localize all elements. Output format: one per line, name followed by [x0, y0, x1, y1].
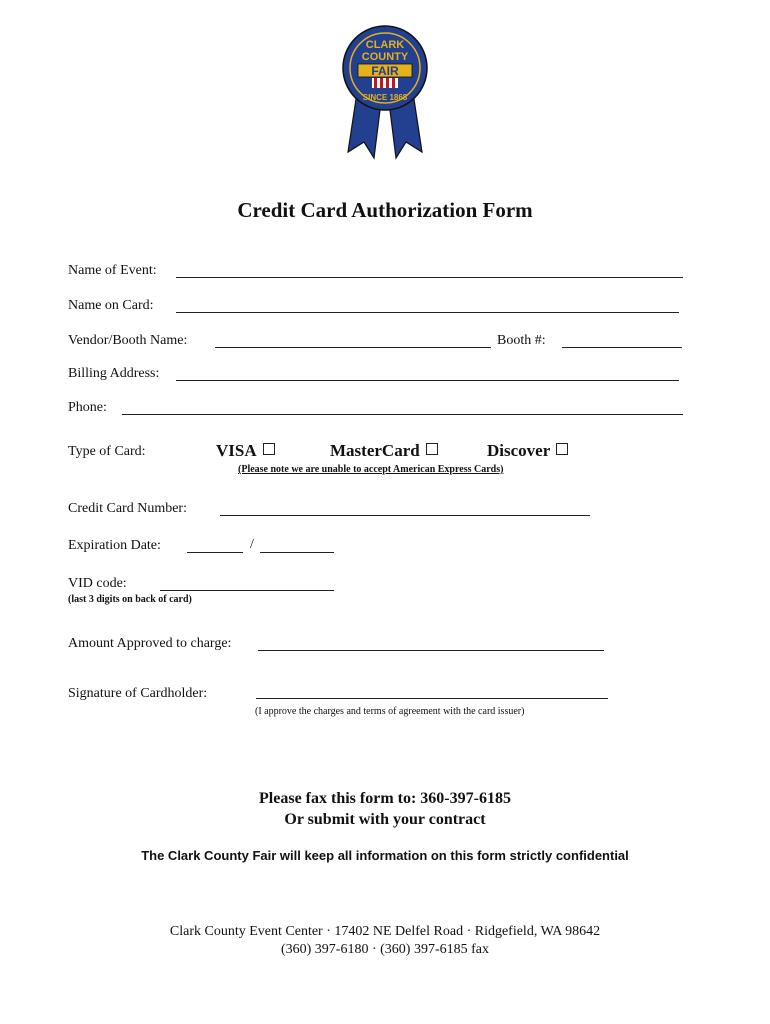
discover-checkbox[interactable]	[556, 443, 568, 455]
phone-label: Phone:	[68, 400, 107, 415]
amount-label: Amount Approved to charge:	[68, 636, 232, 651]
logo-line-county: COUNTY	[361, 51, 409, 63]
phone-line[interactable]	[122, 414, 683, 415]
fax-instruction: Please fax this form to: 360-397-6185	[259, 790, 511, 807]
amex-note: (Please note we are unable to accept American Express Cards)	[238, 464, 504, 475]
vendor-booth-line[interactable]	[215, 347, 491, 348]
clark-county-fair-logo	[330, 24, 440, 174]
vid-hint: (last 3 digits on back of card)	[68, 594, 192, 605]
mastercard-option[interactable]	[330, 441, 438, 461]
card-number-label: Credit Card Number:	[68, 501, 187, 516]
signature-label: Signature of Cardholder:	[68, 686, 208, 701]
expiration-month-line[interactable]	[187, 552, 243, 553]
signature-hint: (I approve the charges and terms of agreement with the card issuer)	[255, 706, 525, 717]
visa-label: VISA	[216, 441, 257, 460]
card-type-label: Type of Card:	[68, 444, 146, 459]
mastercard-checkbox[interactable]	[426, 443, 438, 455]
logo-line-since: SINCE 1868	[362, 93, 408, 102]
footer-address: Clark County Event Center · 17402 NE Delfel Road · Ridgefield, WA 98642	[169, 924, 601, 939]
confidentiality-note: The Clark County Fair will keep all information on this form strictly confidential	[141, 848, 629, 863]
submit-instruction: Or submit with your contract	[284, 811, 486, 828]
signature-line[interactable]	[256, 698, 608, 699]
expiration-label: Expiration Date:	[68, 538, 161, 553]
card-number-line[interactable]	[220, 515, 590, 516]
form-title: Credit Card Authorization Form	[237, 198, 533, 222]
name-on-card-label: Name on Card:	[68, 298, 154, 313]
vendor-booth-label: Vendor/Booth Name:	[68, 333, 188, 348]
billing-address-label: Billing Address:	[68, 366, 160, 381]
amount-line[interactable]	[258, 650, 604, 651]
mastercard-label: MasterCard	[330, 441, 420, 460]
expiration-separator: /	[250, 537, 254, 552]
vid-code-line[interactable]	[160, 590, 334, 591]
event-name-label: Name of Event:	[68, 263, 157, 278]
discover-label: Discover	[487, 441, 551, 460]
visa-checkbox[interactable]	[263, 443, 275, 455]
visa-option[interactable]	[216, 441, 275, 461]
booth-number-line[interactable]	[562, 347, 682, 348]
event-name-line[interactable]	[176, 277, 683, 278]
booth-number-label: Booth #:	[497, 333, 546, 348]
billing-address-line[interactable]	[176, 380, 679, 381]
discover-option[interactable]	[487, 441, 568, 461]
logo-line-clark: CLARK	[365, 39, 405, 51]
name-on-card-line[interactable]	[176, 312, 679, 313]
expiration-year-line[interactable]	[260, 552, 334, 553]
vid-code-label: VID code:	[68, 576, 127, 591]
logo-line-fair: FAIR	[371, 64, 399, 78]
footer-phones: (360) 397-6180 · (360) 397-6185 fax	[280, 942, 489, 957]
